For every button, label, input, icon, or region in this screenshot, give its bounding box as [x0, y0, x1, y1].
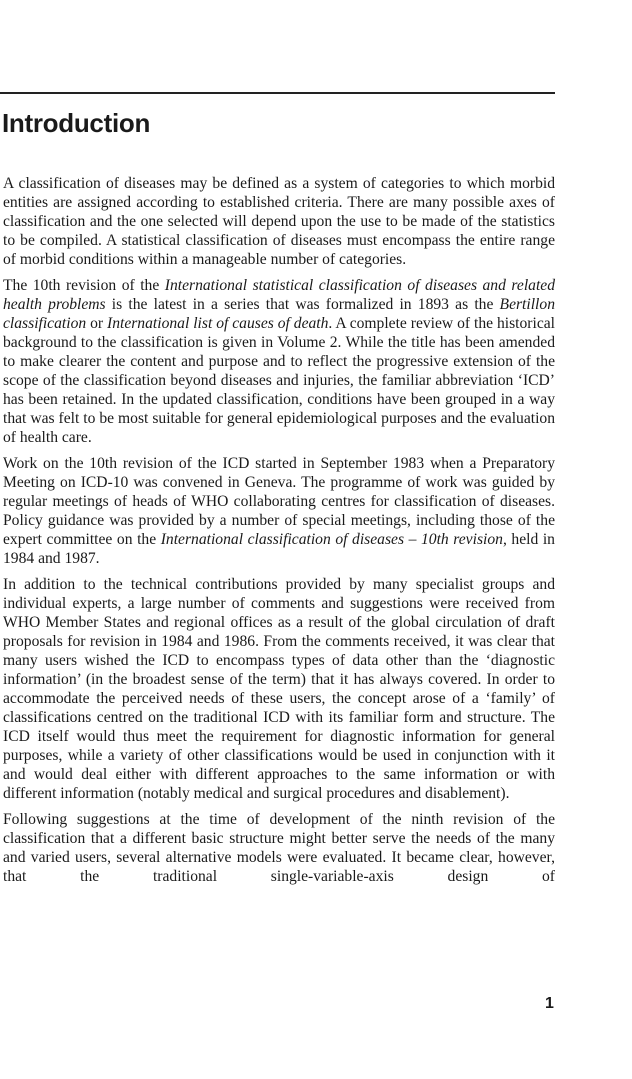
- text-segment: Work on the 10th revision of the ICD started in September 1983 when a Preparatory Meeting on ICD-10 was convened in Geneva. The programme of work was guided by regular meetings of heads of WHO collaborating centres for classification of diseases. Policy guidance was provided by a number of special meetings, including those of the expert committee on the: [3, 455, 555, 548]
- paragraph: [3, 454, 555, 568]
- italic-title-text: International list of causes of death: [107, 315, 329, 332]
- text-segment: , held in 1984 and 1987.: [3, 531, 555, 567]
- paragraph: [3, 810, 555, 886]
- page-title: Introduction: [2, 108, 151, 138]
- italic-title-text: Bertillon classification: [3, 296, 555, 332]
- paragraph: [3, 276, 555, 447]
- italic-title-text: International classification of diseases – 10th revision: [160, 531, 503, 548]
- text-segment: Following suggestions at the time of development of the ninth revision of the classification that a different basic structure might better serve the needs of the many and varied users, several alternative models were evaluated. It became clear, however, that the traditional single-variable-axis design of: [3, 811, 555, 885]
- text-segment: . A complete review of the historical background to the classification is given in Volume 2. While the title has been amended to make clearer the content and purpose and to reflect the progressive extension of the scope of the classification beyond diseases and injuries, the familiar abbreviation ‘ICD’ has been retained. In the updated classification, conditions have been grouped in a way that was felt to be most suitable for general epidemiological purposes and the evaluation of health care.: [3, 315, 555, 446]
- text-segment: In addition to the technical contributions provided by many specialist groups and individual experts, a large number of comments and suggestions were received from WHO Member States and regional offices as a result of the global circulation of draft proposals for revision in 1984 and 1986. From the comments received, it was clear that many users wished the ICD to encompass types of data other than the ‘diagnostic information’ (in the broadest sense of the term) that it has always covered. In order to accommodate the perceived needs of these users, the concept arose of a ‘family’ of classifications centred on the traditional ICD with its familiar form and structure. The ICD itself would thus meet the requirement for diagnostic information for general purposes, while a variety of other classifications would be used in conjunction with it and would deal either with different approaches to the same information or with different information (notably medical and surgical procedures and disablement).: [3, 576, 555, 802]
- text-segment: or: [86, 315, 107, 332]
- text-segment: A classification of diseases may be defined as a system of categories to which morbid entities are assigned according to established criteria. There are many possible axes of classification and the one selected will depend upon the use to be made of the statistics to be compiled. A statistical classification of diseases must encompass the entire range of morbid conditions within a manageable number of categories.: [3, 175, 555, 268]
- paragraph: [3, 575, 555, 803]
- header-rule: [0, 92, 555, 94]
- text-segment: is the latest in a series that was formalized in 1893 as the: [105, 296, 500, 313]
- italic-title-text: International statistical classification of diseases and related health problems: [3, 277, 555, 313]
- paragraph: [3, 174, 555, 269]
- text-segment: The 10th revision of the: [3, 277, 165, 294]
- body-text: [3, 174, 555, 893]
- page-number: 1: [545, 995, 554, 1012]
